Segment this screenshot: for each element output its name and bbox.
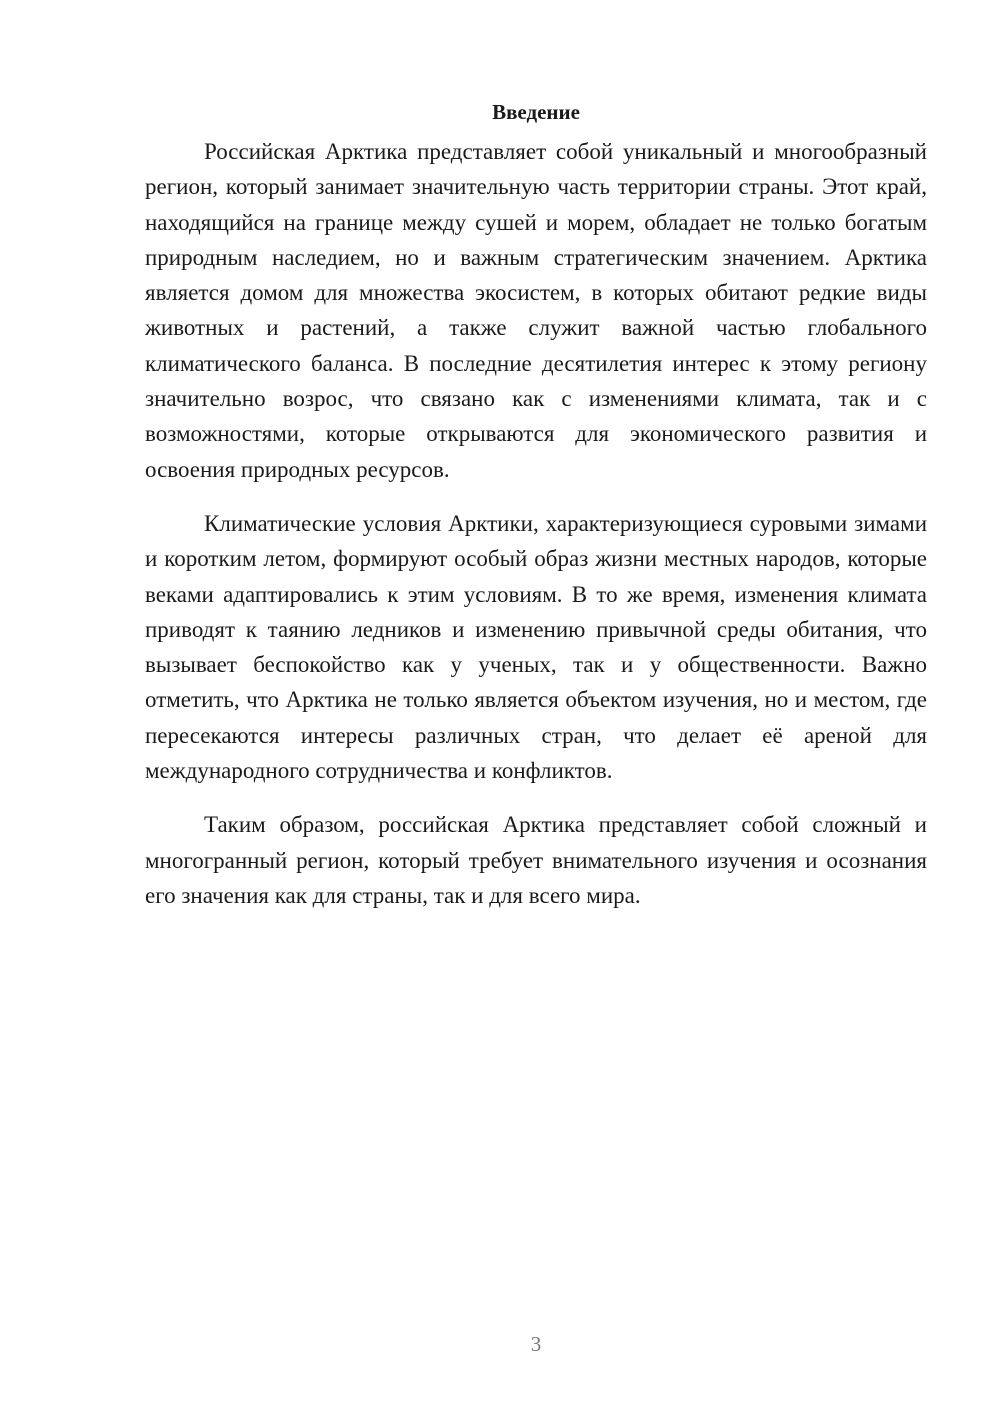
paragraph-3: Таким образом, российская Арктика представляет собой сложный и многогранный регион, который требует внимательного изучения и осознания его значения как для страны, так и для всего мира. [145,812,927,908]
paragraph-2: Климатические условия Арктики, характеризующиеся суровыми зимами и коротким летом, формируют особый образ жизни местных народов, которые веками адаптировались к этим условиям. В то же время, изменения климата приводят к таянию ледников и изменению привычной среды обитания, что вызывает беспокойство как у ученых, так и у общественности. Важно отметить, что Арктика не только является объектом изучения, но и местом, где пересекаются интересы различных стран, что делает её ареной для международного сотрудничества и конфликтов. [145,510,927,784]
section-title: Введение [492,100,580,124]
page-content [145,98,927,913]
paragraph-1: Российская Арктика представляет собой уникальный и многообразный регион, который занимает значительную часть территории страны. Этот край, находящийся на границе между сушей и морем, обладает не только богатым природным наследием, но и важным стратегическим значением. Арктика является домом для множества экосистем, в которых обитают редкие виды животных и растений, а также служит важной частью глобального климатического баланса. В последние десятилетия интерес к этому региону значительно возрос, что связано как с изменениями климата, так и с возможностями, которые открываются для экономического развития и освоения природных ресурсов. [145,139,927,482]
page-number: 3 [530,1332,542,1356]
